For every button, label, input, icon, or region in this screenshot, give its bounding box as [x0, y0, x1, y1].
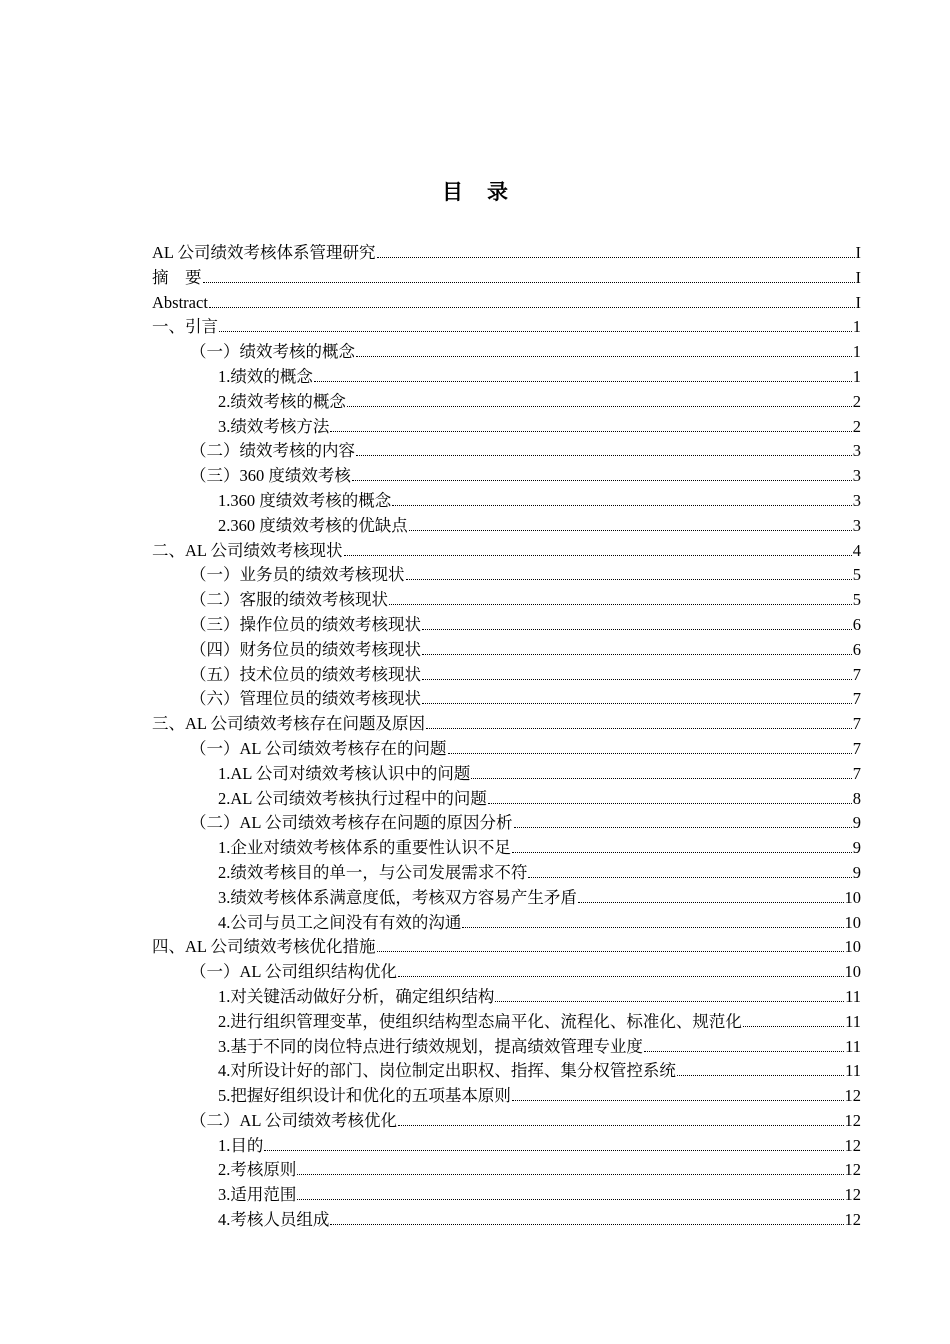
toc-entry[interactable] — [152, 712, 861, 737]
toc-entry[interactable] — [152, 588, 861, 613]
toc-entry[interactable] — [152, 390, 861, 415]
toc-entry-page-number: 10 — [844, 962, 861, 982]
toc-entry-label: 2.考核原则 — [218, 1160, 297, 1180]
table-of-contents — [152, 241, 861, 1233]
toc-entry-label: 2.进行组织管理变革，使组织结构型态扁平化、流程化、标准化、规范化 — [218, 1011, 742, 1031]
toc-entry-label: （一）业务员的绩效考核现状 — [190, 565, 405, 585]
toc-leader-dots — [422, 703, 852, 704]
toc-entry[interactable] — [152, 514, 861, 539]
toc-entry-label: 5.把握好组织设计和优化的五项基本原则 — [218, 1086, 511, 1106]
toc-leader-dots — [209, 307, 855, 308]
toc-entry-label: 4.考核人员组成 — [218, 1210, 330, 1230]
toc-entry-page-number: 6 — [852, 614, 861, 634]
toc-leader-dots — [743, 1026, 844, 1027]
toc-leader-dots — [347, 406, 852, 407]
toc-leader-dots — [448, 753, 852, 754]
toc-entry-page-number: I — [855, 292, 861, 312]
toc-entry[interactable] — [152, 439, 861, 464]
toc-entry[interactable] — [152, 563, 861, 588]
toc-entry-label: 4.公司与员工之间没有有效的沟通 — [218, 912, 462, 932]
toc-entry-label: 2.绩效考核的概念 — [218, 391, 346, 411]
toc-leader-dots — [219, 331, 852, 332]
toc-leader-dots — [422, 654, 852, 655]
toc-entry[interactable] — [152, 886, 861, 911]
toc-leader-dots — [422, 679, 852, 680]
toc-entry[interactable] — [152, 291, 861, 316]
toc-leader-dots — [377, 257, 855, 258]
toc-entry-label: 1.绩效的概念 — [218, 366, 313, 386]
toc-entry-label: 3.绩效考核方法 — [218, 416, 330, 436]
toc-entry-label: 2.360 度绩效考核的优缺点 — [218, 515, 408, 535]
toc-entry-page-number: 12 — [844, 1110, 861, 1130]
toc-leader-dots — [389, 604, 852, 605]
toc-title-left: 目 — [442, 180, 463, 204]
toc-entry-label: 4.对所设计好的部门、岗位制定出职权、指挥、集分权管控系统 — [218, 1061, 676, 1081]
toc-leader-dots — [330, 1224, 843, 1225]
toc-leader-dots — [512, 1100, 844, 1101]
toc-entry-page-number: I — [855, 243, 861, 262]
toc-leader-dots — [297, 1174, 843, 1175]
toc-entry-page-number: 10 — [844, 912, 861, 932]
toc-entry-page-number: 12 — [844, 1086, 861, 1106]
toc-leader-dots — [356, 356, 852, 357]
toc-leader-dots — [495, 1001, 844, 1002]
toc-entry[interactable] — [152, 266, 861, 291]
toc-leader-dots — [406, 579, 852, 580]
toc-entry[interactable] — [152, 861, 861, 886]
toc-entry-label: （二）客服的绩效考核现状 — [190, 590, 388, 610]
toc-entry-label: （二）绩效考核的内容 — [190, 441, 355, 461]
toc-leader-dots — [314, 381, 852, 382]
toc-entry-label: 2.AL 公司绩效考核执行过程中的问题 — [218, 788, 487, 808]
toc-entry-label: 1.目的 — [218, 1135, 264, 1155]
toc-entry-page-number: 3 — [852, 466, 861, 486]
toc-entry[interactable] — [152, 811, 861, 836]
toc-entry[interactable] — [152, 737, 861, 762]
toc-entry-label: AL 公司绩效考核体系管理研究 — [152, 243, 376, 262]
toc-leader-dots — [398, 1125, 843, 1126]
toc-entry-page-number: 11 — [845, 986, 861, 1006]
toc-entry-label: （三）360 度绩效考核 — [190, 466, 351, 486]
toc-entry[interactable] — [152, 638, 861, 663]
toc-entry[interactable] — [152, 539, 861, 564]
toc-leader-dots — [398, 976, 843, 977]
toc-entry-page-number: I — [855, 267, 861, 287]
toc-entry-page-number: 3 — [852, 441, 861, 461]
toc-leader-dots — [578, 902, 844, 903]
toc-entry[interactable] — [152, 1158, 861, 1183]
toc-entry[interactable] — [152, 1035, 861, 1060]
toc-entry-page-number: 4 — [852, 540, 861, 560]
toc-leader-dots — [392, 505, 852, 506]
toc-entry[interactable] — [152, 836, 861, 861]
toc-entry-page-number: 9 — [852, 813, 861, 833]
toc-entry[interactable] — [152, 911, 861, 936]
toc-entry-label: 1.对关键活动做好分析，确定组织结构 — [218, 986, 495, 1006]
toc-entry-page-number: 2 — [852, 391, 861, 411]
toc-entry-page-number: 7 — [852, 763, 861, 783]
toc-entry-label: （二）AL 公司绩效考核优化 — [190, 1110, 398, 1130]
toc-entry-label: （二）AL 公司绩效考核存在问题的原因分析 — [190, 813, 513, 833]
toc-entry-page-number: 6 — [852, 639, 861, 659]
toc-leader-dots — [644, 1051, 844, 1052]
toc-entry[interactable] — [152, 464, 861, 489]
toc-entry-page-number: 9 — [852, 838, 861, 858]
toc-entry[interactable] — [152, 1084, 861, 1109]
toc-entry[interactable] — [152, 315, 861, 340]
toc-entry[interactable] — [152, 1109, 861, 1134]
toc-title-right: 录 — [487, 180, 508, 204]
toc-entry-label: 2.绩效考核目的单一，与公司发展需求不符 — [218, 862, 528, 882]
toc-leader-dots — [352, 480, 852, 481]
toc-entry-page-number: 8 — [852, 788, 861, 808]
toc-entry[interactable] — [152, 365, 861, 390]
toc-entry-label: 三、AL 公司绩效考核存在问题及原因 — [152, 714, 426, 734]
toc-entry-label: 一、引言 — [152, 317, 218, 337]
toc-leader-dots — [471, 778, 851, 779]
toc-entry[interactable] — [152, 1010, 861, 1035]
toc-entry-label: 1.企业对绩效考核体系的重要性认识不足 — [218, 838, 511, 858]
toc-entry-page-number: 3 — [852, 490, 861, 510]
toc-entry-label: 摘 要 — [152, 267, 202, 287]
toc-entry-page-number: 5 — [852, 565, 861, 585]
toc-entry[interactable] — [152, 1134, 861, 1159]
toc-entry-label: （六）管理位员的绩效考核现状 — [190, 689, 421, 709]
toc-entry[interactable] — [152, 340, 861, 365]
toc-leader-dots — [203, 282, 855, 283]
toc-entry[interactable] — [152, 1059, 861, 1084]
toc-leader-dots — [462, 927, 843, 928]
toc-title — [0, 176, 950, 206]
toc-entry[interactable] — [152, 489, 861, 514]
toc-entry-page-number: 7 — [852, 738, 861, 758]
toc-entry-page-number: 7 — [852, 664, 861, 684]
toc-entry-label: 3.适用范围 — [218, 1185, 297, 1205]
toc-entry-label: （一）AL 公司绩效考核存在的问题 — [190, 738, 447, 758]
toc-entry-label: （一）绩效考核的概念 — [190, 342, 355, 362]
toc-entry-page-number: 3 — [852, 515, 861, 535]
toc-entry-label: （四）财务位员的绩效考核现状 — [190, 639, 421, 659]
toc-leader-dots — [426, 728, 852, 729]
toc-leader-dots — [344, 555, 852, 556]
toc-entry-label: 3.绩效考核体系满意度低，考核双方容易产生矛盾 — [218, 887, 577, 907]
toc-entry-page-number: 11 — [845, 1061, 861, 1081]
toc-leader-dots — [514, 827, 852, 828]
toc-entry[interactable] — [152, 787, 861, 812]
toc-leader-dots — [677, 1075, 844, 1076]
toc-entry-label: 1.AL 公司对绩效考核认识中的问题 — [218, 763, 471, 783]
toc-entry-page-number: 1 — [852, 317, 861, 337]
toc-leader-dots — [422, 629, 852, 630]
toc-entry-label: 1.360 度绩效考核的概念 — [218, 490, 392, 510]
toc-entry-page-number: 1 — [852, 342, 861, 362]
toc-leader-dots — [356, 455, 852, 456]
toc-entry-page-number: 7 — [852, 714, 861, 734]
toc-entry[interactable] — [152, 935, 861, 960]
toc-leader-dots — [330, 431, 851, 432]
toc-entry-page-number: 9 — [852, 862, 861, 882]
toc-entry[interactable] — [152, 960, 861, 985]
toc-entry[interactable] — [152, 613, 861, 638]
toc-leader-dots — [512, 852, 852, 853]
toc-entry[interactable] — [152, 1183, 861, 1208]
toc-entry-page-number: 11 — [845, 1011, 861, 1031]
toc-entry-page-number: 2 — [852, 416, 861, 436]
toc-entry-page-number: 12 — [844, 1135, 861, 1155]
toc-leader-dots — [528, 877, 851, 878]
toc-entry-page-number: 10 — [844, 887, 861, 907]
toc-entry-page-number: 5 — [852, 590, 861, 610]
toc-entry-label: 二、AL 公司绩效考核现状 — [152, 540, 343, 560]
toc-entry-page-number: 7 — [852, 689, 861, 709]
toc-entry[interactable] — [152, 663, 861, 688]
toc-entry[interactable] — [152, 687, 861, 712]
toc-entry-page-number: 11 — [845, 1036, 861, 1056]
toc-entry[interactable] — [152, 1208, 861, 1233]
toc-entry-label: Abstract — [152, 292, 208, 312]
toc-entry[interactable] — [152, 762, 861, 787]
toc-leader-dots — [264, 1150, 843, 1151]
toc-entry-page-number: 1 — [852, 366, 861, 386]
toc-entry-label: （一）AL 公司组织结构优化 — [190, 962, 398, 982]
toc-entry-page-number: 10 — [844, 937, 861, 957]
toc-entry-label: 四、AL 公司绩效考核优化措施 — [152, 937, 376, 957]
toc-entry-label: （三）操作位员的绩效考核现状 — [190, 614, 421, 634]
toc-entry-label: 3.基于不同的岗位特点进行绩效规划，提高绩效管理专业度 — [218, 1036, 643, 1056]
toc-entry-page-number: 12 — [844, 1160, 861, 1180]
toc-leader-dots — [409, 530, 852, 531]
toc-entry[interactable] — [152, 241, 861, 266]
toc-entry-label: （五）技术位员的绩效考核现状 — [190, 664, 421, 684]
toc-entry[interactable] — [152, 415, 861, 440]
toc-leader-dots — [297, 1199, 843, 1200]
toc-entry[interactable] — [152, 985, 861, 1010]
toc-entry-page-number: 12 — [844, 1185, 861, 1205]
toc-entry-page-number: 12 — [844, 1210, 861, 1230]
toc-leader-dots — [377, 951, 844, 952]
toc-leader-dots — [488, 803, 852, 804]
